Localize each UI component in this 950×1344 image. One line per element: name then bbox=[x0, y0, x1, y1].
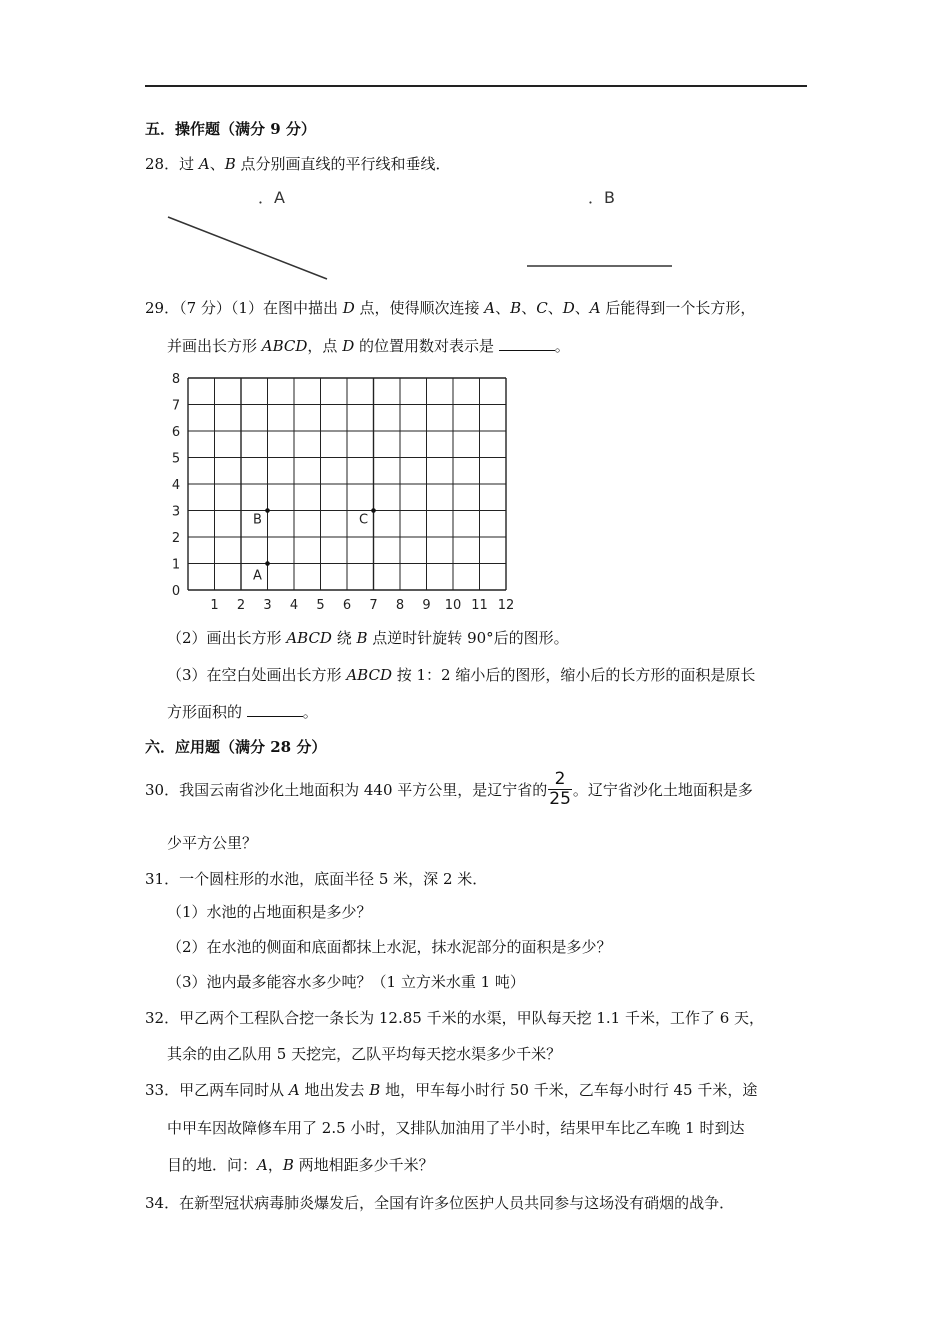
section-6-title: 六．应用题（满分 28 分） bbox=[145, 738, 327, 756]
y-tick-label: 2 bbox=[171, 531, 181, 546]
question-34: 34．在新型冠状病毒肺炎爆发后，全国有许多位医护人员共同参与这场没有硝烟的战争． bbox=[145, 1194, 735, 1212]
point-label-b: B bbox=[253, 512, 262, 528]
y-tick-label: 4 bbox=[171, 478, 181, 493]
question-29-part3-line2: 方形面积的 。 bbox=[167, 703, 318, 721]
y-tick-label: 6 bbox=[171, 425, 181, 440]
x-tick-label: 4 bbox=[289, 598, 299, 613]
x-tick-label: 11 bbox=[471, 598, 488, 613]
slanted-line bbox=[168, 217, 327, 279]
x-tick-label: 12 bbox=[497, 598, 515, 613]
x-tick-label: 6 bbox=[342, 598, 352, 613]
question-33-line3: 目的地．问：A，B 两地相距多少千米？ bbox=[167, 1156, 434, 1174]
question-33-line2: 中甲车因故障修车用了 2.5 小时，又排队加油用了半小时，结果甲车比乙车晚 1 时到达 bbox=[167, 1119, 745, 1137]
point-b-label: ．B bbox=[588, 188, 615, 207]
question-29-line2: 并画出长方形 ABCD，点 D 的位置用数对表示是 。 bbox=[167, 337, 570, 355]
point-label-c: C bbox=[358, 512, 369, 528]
coordinate-grid bbox=[160, 362, 530, 614]
y-tick-label: 5 bbox=[171, 451, 181, 467]
point-b bbox=[265, 508, 270, 513]
y-tick-label: 0 bbox=[171, 584, 181, 599]
point-label-a: A bbox=[253, 568, 262, 584]
question-28: 28．过 A、B 点分别画直线的平行线和垂线． bbox=[145, 155, 451, 173]
point-c bbox=[371, 508, 376, 513]
x-tick-label: 5 bbox=[316, 598, 325, 613]
x-tick-label: 10 bbox=[444, 598, 462, 613]
x-tick-label: 1 bbox=[210, 598, 219, 613]
question-32: 32．甲乙两个工程队合挖一条长为 12.85 千米的水渠，甲队每天挖 1.1 千米，工作了 6 天， bbox=[145, 1009, 765, 1027]
question-32-line2: 其余的由乙队用 5 天挖完，乙队平均每天挖水渠多少千米？ bbox=[167, 1045, 562, 1063]
answer-blank-d[interactable] bbox=[499, 350, 555, 351]
question-31: 31．一个圆柱形的水池，底面半径 5 米，深 2 米． bbox=[145, 870, 488, 888]
x-tick-label: 3 bbox=[263, 598, 272, 613]
q28-number: 28． bbox=[145, 155, 180, 173]
y-tick-label: 7 bbox=[171, 398, 181, 414]
question-31-sub1: （1）水池的占地面积是多少？ bbox=[167, 903, 372, 921]
question-29-part2: （2）画出长方形 ABCD 绕 B 点逆时针旋转 90°后的图形。 bbox=[167, 629, 569, 647]
question-29-line1: 29．（7 分）（1）在图中描出 D 点，使得顺次连接 A、B、C、D、A 后能得到一个长方形， bbox=[145, 299, 756, 317]
question-30: 30． 我国云南省沙化土地面积为 440 平方公里，是辽宁省的 $\frac{2}{25}$ 。辽宁省沙化土地面积是多 bbox=[145, 769, 753, 809]
fraction: $\frac{2}{25}$ bbox=[549, 769, 571, 809]
point-a bbox=[265, 561, 270, 566]
y-tick-label: 3 bbox=[171, 504, 181, 520]
question-29-part3: （3）在空白处画出长方形 ABCD 按 1：2 缩小后的图形，缩小后的长方形的面积是原长 bbox=[167, 666, 756, 684]
x-tick-label: 9 bbox=[422, 598, 431, 613]
q28-lines bbox=[0, 0, 950, 300]
y-tick-label: 8 bbox=[171, 372, 181, 387]
y-tick-label: 1 bbox=[171, 557, 181, 573]
section-5-title: 五．操作题（满分 9 分） bbox=[145, 120, 316, 138]
answer-blank-area[interactable] bbox=[247, 716, 303, 717]
x-tick-label: 7 bbox=[369, 598, 378, 613]
point-a-label: ．A bbox=[258, 188, 285, 207]
question-33: 33．甲乙两车同时从 A 地出发去 B 地，甲车每小时行 50 千米，乙车每小时行 45 千米，途 bbox=[145, 1081, 758, 1099]
x-tick-label: 2 bbox=[236, 598, 246, 613]
question-31-sub3: （3）池内最多能容水多少吨？（1 立方米水重 1 吨） bbox=[167, 973, 525, 991]
question-30-line2: 少平方公里？ bbox=[167, 834, 258, 852]
x-tick-label: 8 bbox=[395, 598, 405, 613]
question-31-sub2: （2）在水池的侧面和底面都抹上水泥，抹水泥部分的面积是多少？ bbox=[167, 938, 612, 956]
